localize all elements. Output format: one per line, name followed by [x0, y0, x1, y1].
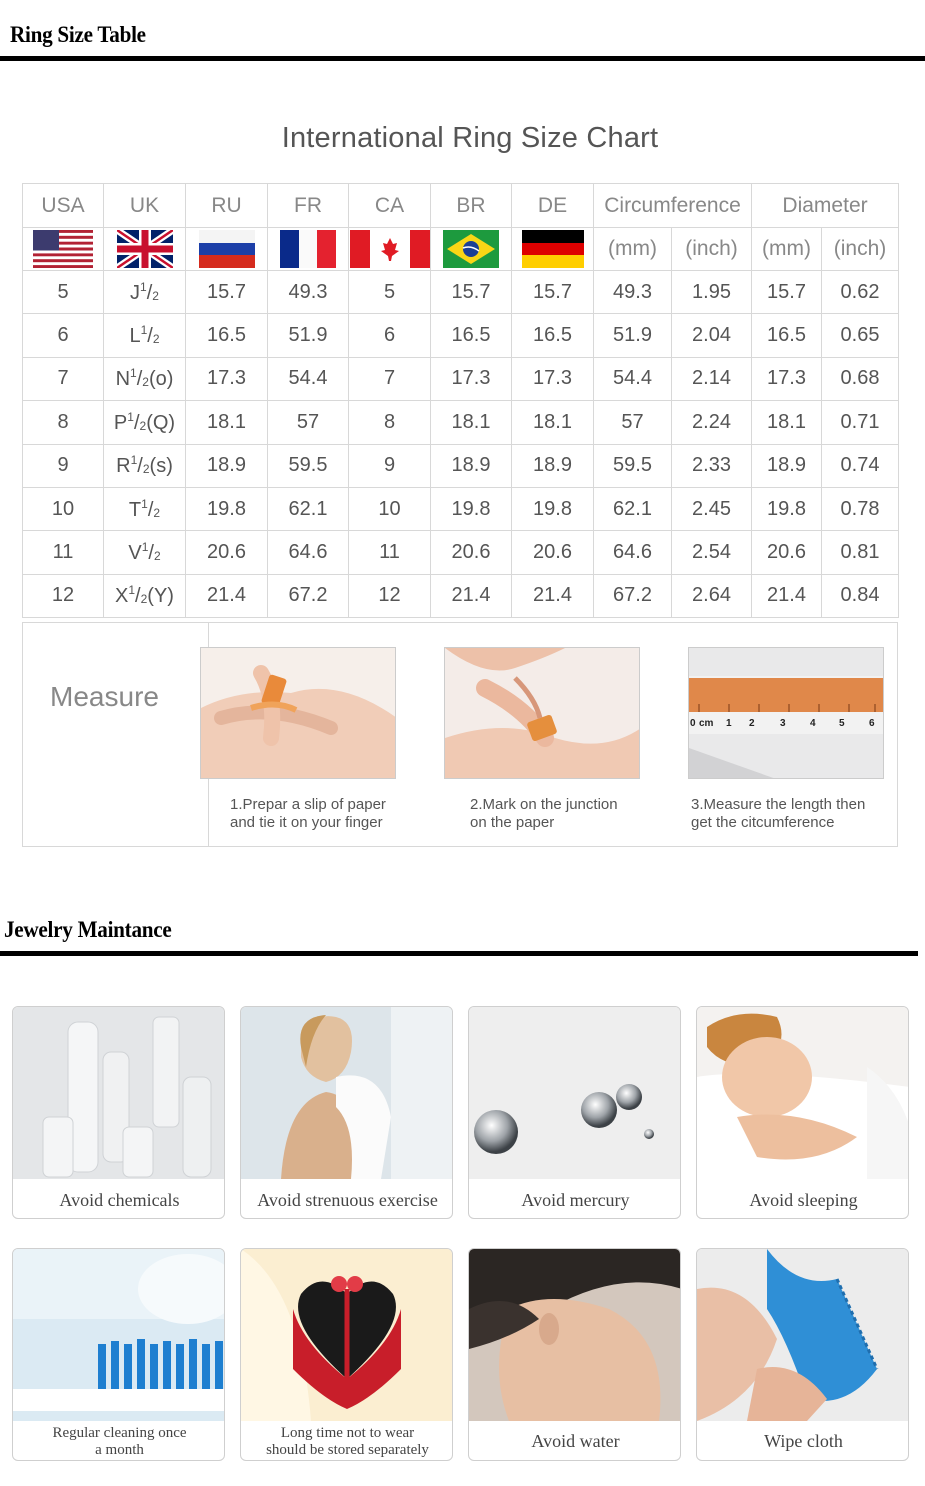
dia-in-size-cell: 0.71: [822, 401, 899, 444]
gift-box-image: [241, 1249, 453, 1421]
ru-size-cell: 15.7: [186, 271, 268, 314]
de-size-cell: 21.4: [512, 574, 594, 617]
ruler-mark: 6: [869, 718, 875, 729]
uk-size-letter: N: [115, 368, 131, 391]
usa-size-cell: 10: [23, 487, 104, 530]
header-ca: CA: [349, 184, 431, 228]
br-size-cell: 17.3: [431, 357, 512, 400]
diameter-inch-unit: (inch): [822, 228, 899, 271]
usa-size-cell: 9: [23, 444, 104, 487]
half-denominator: 2: [139, 418, 147, 433]
card-caption: Avoid strenuous exercise: [257, 1190, 438, 1210]
uk-size-cell: $R^1/_2(s)$: [104, 444, 186, 487]
uk-size-alt: (o): [148, 368, 174, 391]
chart-title: International Ring Size Chart: [281, 122, 659, 154]
card-caption: Avoid sleeping: [749, 1190, 858, 1210]
size-row: [23, 401, 899, 444]
uk-size-cell: $X^1/_2(Y)$: [104, 574, 186, 617]
card-caption: Wipe cloth: [764, 1431, 843, 1451]
circ-mm-size-cell: 62.1: [594, 487, 672, 530]
canada-flag-icon: [350, 230, 430, 268]
fr-size-cell: 67.2: [268, 574, 349, 617]
usa-size-cell: 11: [23, 531, 104, 574]
header-fr: FR: [268, 184, 349, 228]
ca-size-cell: 6: [349, 314, 431, 357]
step-3-image: [688, 647, 884, 779]
circ-in-size-cell: 2.54: [672, 531, 752, 574]
maintenance-card-water: [468, 1248, 681, 1461]
circumference-inch-unit: (inch): [672, 228, 752, 271]
half-denominator: 2: [153, 549, 161, 564]
brazil-flag-icon: [443, 230, 499, 268]
france-flag-icon: [280, 230, 336, 268]
measure-panel: [22, 622, 898, 847]
germany-flag-icon: [522, 230, 584, 268]
br-size-cell: 21.4: [431, 574, 512, 617]
section-divider: [0, 951, 918, 956]
fr-size-cell: 49.3: [268, 271, 349, 314]
ruler-mark: 1: [726, 718, 732, 729]
half-denominator: 2: [142, 375, 149, 390]
uk-size-letter: P: [113, 411, 128, 434]
uk-size-cell: $N^1/_2(o)$: [104, 357, 186, 400]
dia-mm-size-cell: 17.3: [752, 357, 822, 400]
half-numerator: 1: [127, 409, 134, 424]
bottles-image: [13, 1007, 225, 1179]
dia-in-size-cell: 0.78: [822, 487, 899, 530]
header-ru: RU: [186, 184, 268, 228]
ring-size-table: [22, 183, 899, 618]
ru-size-cell: 18.1: [186, 401, 268, 444]
size-row: [23, 271, 899, 314]
ruler-mark: 4: [810, 718, 816, 729]
header-diameter: Diameter: [752, 184, 899, 228]
half-numerator: 1: [130, 366, 137, 381]
size-rows: [23, 271, 899, 618]
uk-size-alt: (Y): [147, 585, 174, 608]
ca-size-cell: 5: [349, 271, 431, 314]
br-size-cell: 15.7: [431, 271, 512, 314]
circ-mm-size-cell: 49.3: [594, 271, 672, 314]
circ-in-size-cell: 2.14: [672, 357, 752, 400]
uk-size-letter: J: [130, 281, 141, 304]
uk-size-letter: L: [129, 325, 141, 348]
maintenance-card-exercise: [240, 1006, 453, 1219]
maintenance-section-title: Jewelry Maintance: [4, 917, 172, 942]
card-caption: Avoid chemicals: [59, 1190, 180, 1210]
ca-size-cell: 10: [349, 487, 431, 530]
ru-size-cell: 21.4: [186, 574, 268, 617]
uk-size-cell: $T^1/_2$: [104, 487, 186, 530]
usa-size-cell: 12: [23, 574, 104, 617]
ruler-mark: cm: [699, 718, 714, 729]
fr-size-cell: 64.6: [268, 531, 349, 574]
de-size-cell: 19.8: [512, 487, 594, 530]
ru-size-cell: 18.9: [186, 444, 268, 487]
step-1-image: [200, 647, 396, 779]
maintenance-card-storage: [240, 1248, 453, 1461]
maintenance-card-wipe: [696, 1248, 909, 1461]
header-circumference: Circumference: [594, 184, 752, 228]
dia-mm-size-cell: 18.9: [752, 444, 822, 487]
half-denominator: 2: [152, 288, 159, 303]
dia-in-size-cell: 0.81: [822, 531, 899, 574]
uk-size-cell: $L^1/_2$: [104, 314, 186, 357]
ru-size-cell: 20.6: [186, 531, 268, 574]
uk-size-alt: (Q): [146, 411, 176, 434]
maintenance-card-mercury: [468, 1006, 681, 1219]
card-caption: Avoid water: [531, 1431, 620, 1451]
maintenance-card-sleeping: [696, 1006, 909, 1219]
usa-flag-icon: [33, 230, 93, 268]
country-header-row: [23, 184, 899, 228]
half-denominator: 2: [140, 592, 148, 607]
de-size-cell: 16.5: [512, 314, 594, 357]
usa-size-cell: 6: [23, 314, 104, 357]
flag-row: [23, 228, 899, 271]
dia-mm-size-cell: 18.1: [752, 401, 822, 444]
ruler-mark: 5: [839, 718, 845, 729]
toothbrush-image: [13, 1249, 225, 1421]
size-row: [23, 357, 899, 400]
card-caption: Regular cleaning once a month: [52, 1425, 187, 1458]
br-size-cell: 19.8: [431, 487, 512, 530]
dia-mm-size-cell: 21.4: [752, 574, 822, 617]
ru-size-cell: 17.3: [186, 357, 268, 400]
step-2-text: 2.Mark on the junction on the paper: [470, 796, 618, 831]
ruler-mark: 3: [780, 718, 786, 729]
de-size-cell: 17.3: [512, 357, 594, 400]
dia-mm-size-cell: 15.7: [752, 271, 822, 314]
half-numerator: 1: [140, 279, 147, 294]
half-denominator: 2: [153, 505, 161, 520]
cloth-image: [697, 1249, 909, 1421]
russia-flag-icon: [199, 230, 255, 268]
uk-size-letter: X: [115, 585, 129, 608]
de-size-cell: 18.1: [512, 401, 594, 444]
ruler-mark: 0: [690, 718, 696, 729]
half-denominator: 2: [142, 462, 150, 477]
dia-in-size-cell: 0.74: [822, 444, 899, 487]
uk-flag-icon: [117, 230, 173, 268]
dia-mm-size-cell: 19.8: [752, 487, 822, 530]
circ-in-size-cell: 2.64: [672, 574, 752, 617]
de-size-cell: 20.6: [512, 531, 594, 574]
exercise-image: [241, 1007, 453, 1179]
card-caption: Avoid mercury: [521, 1190, 630, 1210]
ca-size-cell: 9: [349, 444, 431, 487]
circ-in-size-cell: 1.95: [672, 271, 752, 314]
de-size-cell: 15.7: [512, 271, 594, 314]
half-denominator: 2: [152, 332, 160, 347]
step-1-text: 1.Prepar a slip of paper and tie it on your finger: [230, 796, 386, 831]
fr-size-cell: 57: [268, 401, 349, 444]
card-caption: Long time not to wear should be stored separately: [266, 1425, 429, 1458]
usa-size-cell: 5: [23, 271, 104, 314]
half-numerator: 1: [141, 496, 148, 511]
half-numerator: 1: [141, 540, 149, 555]
dia-in-size-cell: 0.84: [822, 574, 899, 617]
size-row: [23, 531, 899, 574]
size-row: [23, 314, 899, 357]
uk-size-letter: R: [116, 455, 131, 478]
circumference-mm-unit: (mm): [594, 228, 672, 271]
maintenance-card-chemicals: [12, 1006, 225, 1219]
fr-size-cell: 51.9: [268, 314, 349, 357]
br-size-cell: 16.5: [431, 314, 512, 357]
fr-size-cell: 62.1: [268, 487, 349, 530]
ca-size-cell: 8: [349, 401, 431, 444]
ru-size-cell: 16.5: [186, 314, 268, 357]
section-divider: [0, 56, 925, 61]
half-numerator: 1: [130, 453, 138, 468]
uk-size-alt: (s): [149, 455, 173, 478]
br-size-cell: 20.6: [431, 531, 512, 574]
uk-size-letter: V: [128, 542, 142, 565]
maintenance-card-cleaning: [12, 1248, 225, 1461]
circ-in-size-cell: 2.24: [672, 401, 752, 444]
circ-mm-size-cell: 54.4: [594, 357, 672, 400]
header-uk: UK: [104, 184, 186, 228]
uk-size-cell: $P^1/_2(Q)$: [104, 401, 186, 444]
dia-in-size-cell: 0.68: [822, 357, 899, 400]
size-row: [23, 444, 899, 487]
header-usa: USA: [23, 184, 104, 228]
header-br: BR: [431, 184, 512, 228]
ca-size-cell: 7: [349, 357, 431, 400]
mercury-image: [469, 1007, 681, 1179]
ring-size-section-title: Ring Size Table: [10, 22, 146, 47]
fr-size-cell: 59.5: [268, 444, 349, 487]
ru-size-cell: 19.8: [186, 487, 268, 530]
diameter-mm-unit: (mm): [752, 228, 822, 271]
dia-mm-size-cell: 20.6: [752, 531, 822, 574]
circ-in-size-cell: 2.04: [672, 314, 752, 357]
br-size-cell: 18.9: [431, 444, 512, 487]
usa-size-cell: 7: [23, 357, 104, 400]
circ-mm-size-cell: 57: [594, 401, 672, 444]
uk-size-letter: T: [128, 498, 142, 521]
usa-size-cell: 8: [23, 401, 104, 444]
ca-size-cell: 12: [349, 574, 431, 617]
dia-mm-size-cell: 16.5: [752, 314, 822, 357]
step-2-image: [444, 647, 640, 779]
fr-size-cell: 54.4: [268, 357, 349, 400]
circ-mm-size-cell: 67.2: [594, 574, 672, 617]
header-de: DE: [512, 184, 594, 228]
step-3-text: 3.Measure the length then get the citcumference: [691, 796, 866, 831]
circ-in-size-cell: 2.45: [672, 487, 752, 530]
circ-mm-size-cell: 64.6: [594, 531, 672, 574]
half-numerator: 1: [128, 583, 136, 598]
half-numerator: 1: [140, 323, 148, 338]
size-row: [23, 574, 899, 617]
ca-size-cell: 11: [349, 531, 431, 574]
sleeping-image: [697, 1007, 909, 1179]
dia-in-size-cell: 0.62: [822, 271, 899, 314]
br-size-cell: 18.1: [431, 401, 512, 444]
size-row: [23, 487, 899, 530]
de-size-cell: 18.9: [512, 444, 594, 487]
circ-in-size-cell: 2.33: [672, 444, 752, 487]
ruler-mark: 2: [749, 718, 755, 729]
uk-size-cell: $J^1/_2$: [104, 271, 186, 314]
uk-size-cell: $V^1/_2$: [104, 531, 186, 574]
dia-in-size-cell: 0.65: [822, 314, 899, 357]
water-image: [469, 1249, 681, 1421]
measure-label: Measure: [50, 681, 159, 712]
circ-mm-size-cell: 59.5: [594, 444, 672, 487]
circ-mm-size-cell: 51.9: [594, 314, 672, 357]
